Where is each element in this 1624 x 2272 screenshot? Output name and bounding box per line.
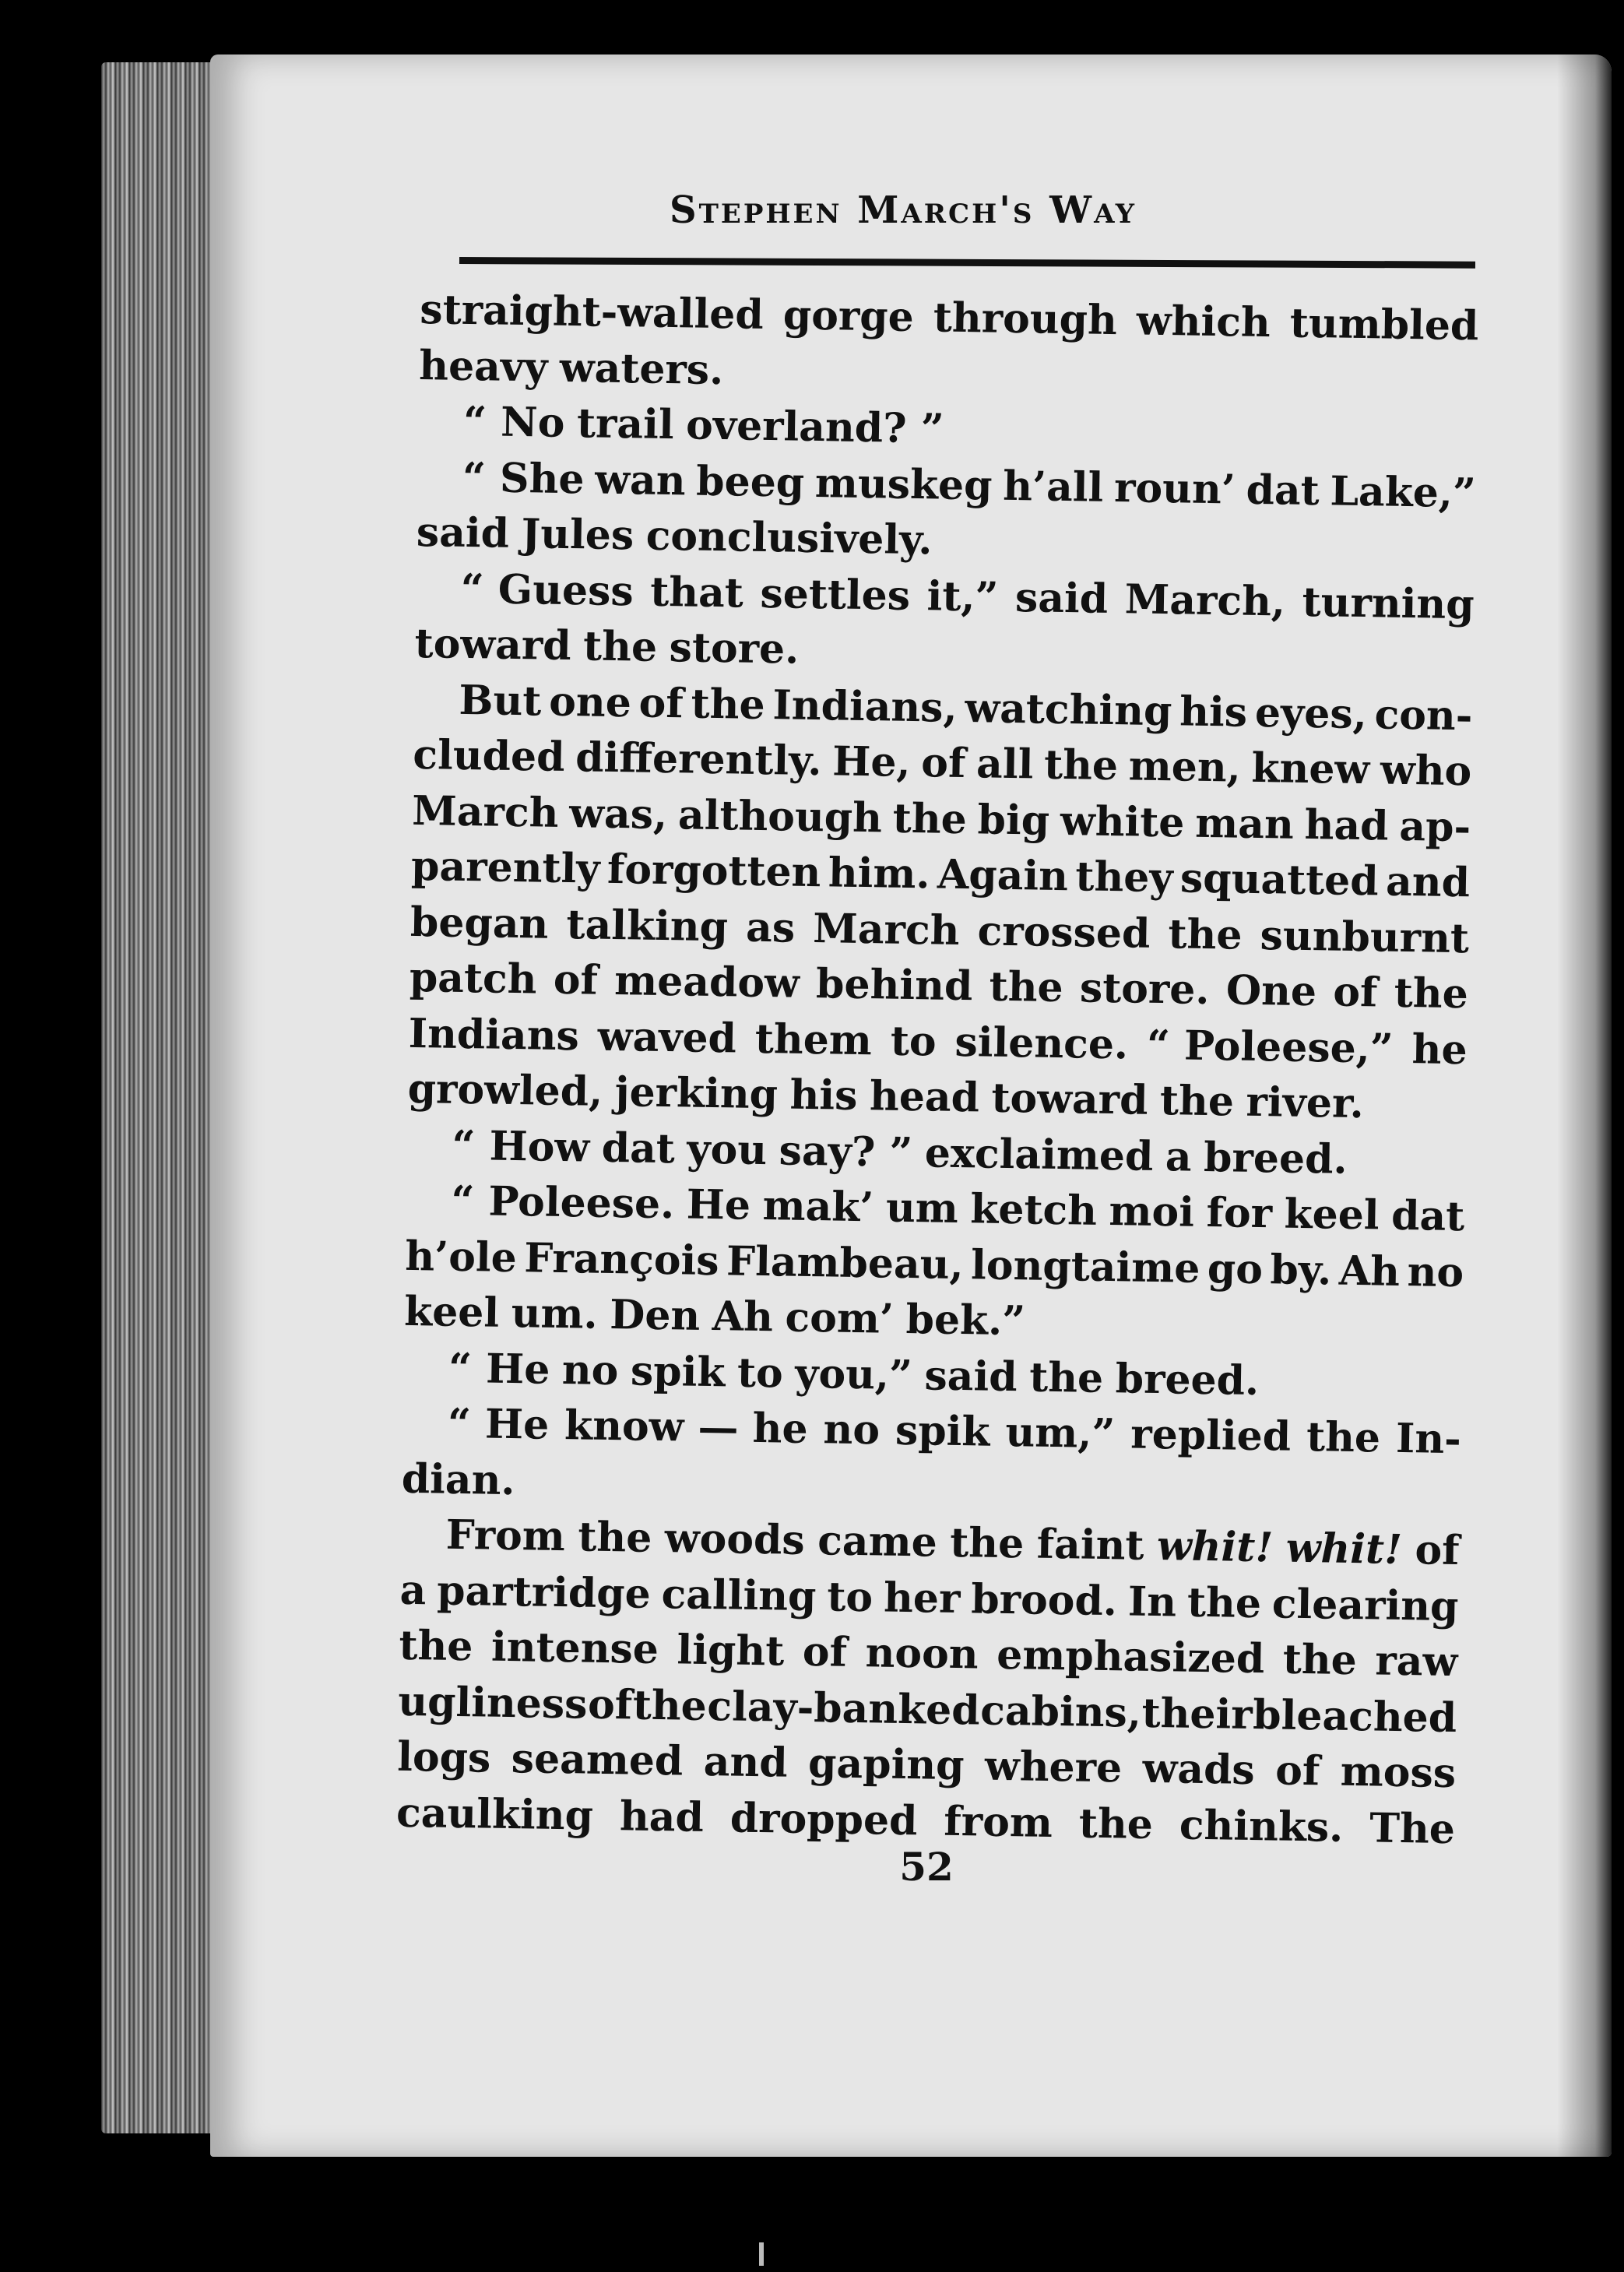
word: their — [1141, 1689, 1253, 1739]
page-number: 52 — [899, 1844, 954, 1890]
word: the — [632, 1681, 708, 1730]
word: “ No — [462, 397, 565, 447]
word: store. — [1079, 964, 1210, 1015]
word: exclaimed — [924, 1128, 1154, 1180]
word: it,” — [926, 572, 999, 621]
word: the — [892, 794, 968, 843]
word: spik — [630, 1346, 726, 1396]
word: calling — [661, 1570, 817, 1620]
word: differently. — [575, 733, 822, 786]
word: bek.” — [905, 1295, 1026, 1345]
word: tumbled — [1289, 299, 1479, 350]
word: logs — [396, 1732, 491, 1782]
word: dat — [1246, 466, 1320, 515]
word: where — [984, 1742, 1123, 1792]
word: and — [703, 1737, 789, 1787]
word: the — [1394, 969, 1469, 1018]
word: the — [1282, 1635, 1358, 1685]
word: Ah — [712, 1293, 774, 1342]
word: straight-walled — [419, 285, 765, 339]
word: Flambeau, — [726, 1236, 965, 1289]
word: turning — [1302, 578, 1475, 628]
word: ugliness — [397, 1677, 588, 1729]
word: him. — [828, 849, 931, 899]
word: “ He — [448, 1344, 550, 1394]
word: through — [933, 294, 1118, 345]
word: the — [399, 1621, 473, 1671]
word: wads — [1142, 1744, 1256, 1795]
word: jerking — [614, 1068, 779, 1119]
word: overland? ” — [685, 401, 945, 453]
word: whit! — [1156, 1522, 1274, 1572]
word: you — [686, 1125, 768, 1174]
word: um — [885, 1183, 959, 1233]
word: “ How — [452, 1121, 590, 1172]
running-head: Stephen March's Way — [669, 188, 1137, 232]
word: said — [1014, 573, 1109, 623]
word: roun’ — [1113, 463, 1236, 513]
word: gorge — [782, 291, 915, 341]
word: as — [745, 903, 796, 952]
word: But — [459, 676, 542, 726]
word: the — [1159, 1077, 1235, 1126]
word: squatted — [1179, 854, 1380, 906]
word: of — [920, 739, 966, 788]
word: began — [410, 898, 549, 948]
word: store. — [669, 624, 800, 674]
word: go — [1207, 1244, 1264, 1293]
word: “ Poleese. — [450, 1176, 675, 1229]
word: spik — [895, 1406, 990, 1456]
word: One — [1225, 966, 1317, 1016]
word: waved — [597, 1012, 737, 1062]
word: no — [1407, 1247, 1464, 1296]
word: parently — [410, 842, 600, 893]
word: In — [1127, 1577, 1177, 1626]
word: Den — [609, 1290, 701, 1340]
word: a — [399, 1566, 427, 1614]
word: know — he — [564, 1402, 809, 1453]
word: had — [1304, 800, 1390, 850]
word: big — [977, 795, 1050, 845]
word: beeg — [695, 457, 805, 507]
word: for — [1206, 1189, 1273, 1238]
word: watching — [965, 684, 1172, 735]
word: had — [619, 1792, 705, 1841]
word: of — [1332, 968, 1378, 1017]
word: the — [1043, 740, 1119, 790]
word: who — [1380, 746, 1472, 796]
word: keel — [403, 1287, 500, 1337]
word: the — [1078, 1799, 1154, 1848]
word: the — [1028, 1352, 1104, 1402]
word: Indians, — [772, 681, 958, 732]
word: dat — [601, 1124, 676, 1173]
word: sunburnt — [1260, 911, 1470, 962]
word: the — [1306, 1413, 1381, 1462]
word: ketch — [969, 1185, 1098, 1235]
word: was, — [568, 789, 668, 839]
word: Ah — [1338, 1247, 1401, 1296]
word: no — [823, 1405, 881, 1454]
word: From — [445, 1511, 566, 1561]
word: conclusively. — [645, 512, 933, 564]
word: muskeg — [814, 459, 993, 510]
word: March — [411, 786, 559, 837]
word: a — [1165, 1132, 1193, 1181]
word: river. — [1246, 1078, 1365, 1128]
word: and — [1385, 857, 1471, 907]
word: Indians — [408, 1009, 580, 1060]
word: of — [1274, 1746, 1320, 1795]
word: heavy — [418, 341, 548, 392]
word: all — [975, 740, 1034, 789]
word: to — [890, 1017, 937, 1066]
word: of — [553, 955, 599, 1004]
word: cabins, — [979, 1686, 1142, 1737]
word: one — [548, 677, 632, 726]
word: the — [989, 962, 1064, 1012]
word: com’ — [785, 1293, 895, 1343]
body-text — [396, 282, 1479, 1857]
word: no — [561, 1345, 619, 1395]
word: faint — [1036, 1520, 1144, 1570]
word: breed. — [1203, 1133, 1348, 1183]
word: his — [789, 1071, 858, 1120]
word: the — [691, 680, 766, 729]
word: settles — [760, 569, 911, 620]
word: intense — [490, 1623, 659, 1674]
word: gaping — [807, 1739, 965, 1790]
word: silence. — [954, 1018, 1129, 1068]
word: patch — [409, 953, 537, 1004]
word: moss — [1340, 1747, 1457, 1798]
word: clay-banked — [706, 1682, 981, 1735]
word: behind — [815, 960, 973, 1011]
word: keel — [1284, 1190, 1380, 1240]
word: ap- — [1398, 802, 1471, 851]
word: bleached — [1252, 1690, 1457, 1742]
word: of — [1415, 1526, 1461, 1575]
word: dian. — [401, 1454, 516, 1504]
word: the — [1186, 1578, 1262, 1627]
word: March, — [1124, 575, 1286, 625]
word: “ Guess — [460, 564, 634, 615]
word: h’ole — [404, 1232, 518, 1282]
word: chinks. — [1179, 1801, 1344, 1852]
word: the — [577, 1513, 652, 1562]
word: that — [649, 568, 744, 617]
word: moi — [1109, 1187, 1195, 1236]
word: men, — [1128, 742, 1242, 792]
word: head — [869, 1072, 980, 1122]
word: which — [1136, 297, 1271, 347]
word: wan — [594, 455, 687, 505]
word: seamed — [511, 1735, 684, 1785]
word: um. — [511, 1289, 599, 1338]
word: he — [1411, 1025, 1468, 1074]
word: forgotten — [606, 845, 821, 897]
word: breed. — [1115, 1354, 1260, 1405]
word: emphasized — [996, 1630, 1265, 1683]
word: Lake,” — [1330, 466, 1477, 517]
word: knew — [1251, 744, 1370, 794]
word: longtaime — [970, 1240, 1200, 1293]
word: Again — [937, 850, 1069, 901]
word: crossed — [977, 906, 1151, 958]
word: Jules — [521, 510, 634, 560]
word: growled, — [407, 1064, 603, 1116]
word: replied — [1130, 1410, 1292, 1461]
word: dropped — [729, 1793, 918, 1845]
word: of — [802, 1627, 848, 1676]
word: con- — [1374, 690, 1473, 740]
word: h’all — [1002, 462, 1104, 512]
word: toward — [991, 1074, 1148, 1124]
word: He — [686, 1180, 751, 1229]
page-gutter-shadow — [1557, 55, 1612, 2157]
word: her — [883, 1574, 961, 1623]
word: noon — [865, 1629, 979, 1679]
word: dat — [1390, 1191, 1465, 1241]
word: talking — [566, 900, 729, 951]
word: although — [677, 790, 883, 842]
word: He, — [831, 737, 912, 786]
word: whit! — [1285, 1524, 1403, 1574]
word: the — [1168, 909, 1243, 959]
word: from — [943, 1797, 1053, 1847]
word: eyes, — [1254, 688, 1368, 738]
word: trail — [576, 399, 675, 449]
word: March — [812, 904, 960, 955]
word: mak’ — [762, 1182, 874, 1232]
word: meadow — [613, 957, 800, 1008]
word: “ She — [462, 453, 585, 503]
word: by. — [1270, 1245, 1332, 1295]
word: um,” — [1005, 1408, 1116, 1458]
word: said — [416, 508, 510, 557]
word: came — [817, 1517, 938, 1567]
word: say? ” — [779, 1126, 913, 1176]
word: they — [1074, 853, 1174, 902]
word: of — [638, 678, 684, 727]
word: said — [924, 1351, 1018, 1401]
word: toward — [414, 619, 572, 670]
word: The — [1369, 1803, 1456, 1853]
word: woods — [664, 1514, 806, 1564]
scan-mark — [759, 2242, 764, 2266]
word: of — [587, 1680, 633, 1729]
word: cluded — [412, 730, 565, 781]
word: light — [677, 1626, 785, 1676]
word: the — [582, 622, 658, 671]
word: to — [736, 1349, 784, 1397]
word: his — [1179, 687, 1248, 737]
word: “ Poleese,” — [1146, 1021, 1394, 1073]
word: caulking — [395, 1788, 594, 1840]
word: waters. — [559, 343, 724, 394]
word: to — [826, 1572, 874, 1621]
word: white — [1060, 797, 1185, 846]
word: In- — [1395, 1414, 1462, 1464]
word: François — [523, 1233, 720, 1285]
word: raw — [1374, 1637, 1458, 1686]
word: clearing — [1271, 1579, 1459, 1630]
word: the — [949, 1518, 1025, 1568]
word: man — [1194, 799, 1295, 849]
word: “ He — [447, 1399, 550, 1449]
word: them — [754, 1015, 873, 1064]
word: partridge — [436, 1567, 652, 1618]
word: you,” — [794, 1349, 913, 1399]
word: brood. — [970, 1574, 1118, 1625]
